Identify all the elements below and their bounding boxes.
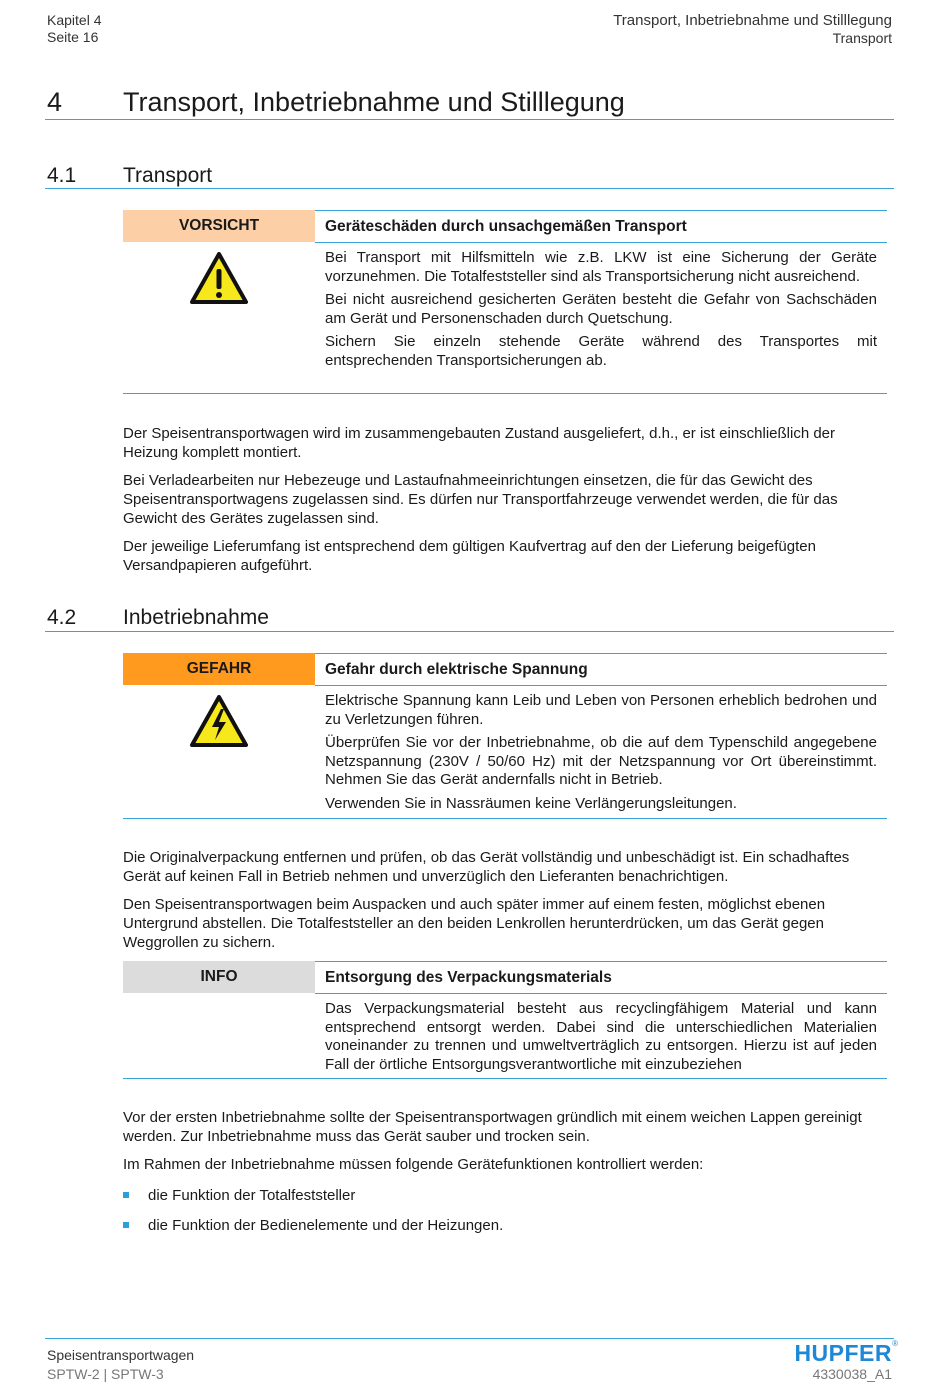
section-rule	[45, 188, 894, 189]
section-number: 4.1	[47, 164, 77, 187]
high-voltage-icon	[190, 695, 248, 752]
header-title: Transport, Inbetriebnahme und Stilllegung	[613, 12, 892, 29]
danger-notice	[123, 653, 887, 821]
registered-mark-icon: ®	[892, 1339, 898, 1348]
commissioning-text-b	[123, 1108, 887, 1183]
danger-paragraph: Überprüfen Sie vor der Inbetriebnahme, ob die auf dem Typenschild angegebene Netzspannung (230V / 50/60 Hz) mit der Netzspannung vor Ort übereinstimmt. Nehmen Sie das Gerät andernfalls nicht in Betrieb.	[325, 734, 877, 788]
caution-title: Geräteschäden durch unsachgemäßen Transport	[315, 210, 887, 243]
info-label: INFO	[123, 961, 315, 993]
section-title: Inbetriebnahme	[123, 606, 269, 629]
danger-body	[325, 692, 877, 818]
danger-paragraph: Verwenden Sie in Nassräumen keine Verlängerungsleitungen.	[325, 794, 737, 812]
section-rule	[45, 631, 894, 632]
footer-models: SPTW-2 | SPTW-3	[47, 1366, 164, 1382]
body-paragraph: Bei Verladearbeiten nur Hebezeuge und Lastaufnahmeeinrichtungen einsetzen, die für das Gewicht des Speisentransportwagens zugelassen sind. Es dürfen nur Transportfahrzeuge verwendet werden, die für das Gewicht des Gerätes zugelassen sind.	[123, 472, 838, 527]
body-paragraph: Im Rahmen der Inbetriebnahme müssen folgende Gerätefunktionen kontrolliert werden:	[123, 1156, 704, 1173]
danger-bottom-rule	[123, 818, 887, 819]
footer-doc-number: 4330038_A1	[812, 1366, 892, 1382]
list-item-text: die Funktion der Bedienelemente und der Heizungen.	[148, 1217, 504, 1234]
info-body	[325, 1000, 877, 1079]
danger-title: Gefahr durch elektrische Spannung	[315, 653, 887, 686]
footer-product: Speisentransportwagen	[47, 1347, 195, 1363]
chapter-rule	[45, 119, 894, 120]
body-paragraph: Vor der ersten Inbetriebnahme sollte der Speisentransportwagen gründlich mit einem weichen Lappen gereinigt werden. Zur Inbetriebnahme muss das Gerät sauber und trocken sein.	[123, 1109, 862, 1145]
caution-body	[325, 249, 877, 375]
body-paragraph: Den Speisentransportwagen beim Auspacken und auch später immer auf einem festen, möglichst ebenen Untergrund abstellen. Die Totalfeststeller an den beiden Lenkrollen herunterdrücken, um das Gerät gegen Weggrollen zu sichern.	[123, 896, 826, 951]
footer-rule	[45, 1338, 894, 1339]
header-chapter: Kapitel 4	[47, 12, 102, 28]
caution-paragraph: Bei Transport mit Hilfsmitteln wie z.B. LKW ist eine Sicherung der Geräte vorzunehmen. Die Totalfeststeller sind als Transportsicherung nicht ausreichend.	[325, 249, 877, 285]
bullet-marker	[123, 1222, 129, 1228]
danger-paragraph: Elektrische Spannung kann Leib und Leben von Personen erheblich bedrohen und zu Verletzungen führen.	[325, 692, 877, 728]
caution-paragraph: Sichern Sie einzeln stehende Geräte während des Transportes mit entsprechenden Transportsicherungen ab.	[325, 333, 877, 369]
list-item-text: die Funktion der Totalfeststeller	[148, 1187, 356, 1204]
info-paragraph: Das Verpackungsmaterial besteht aus recyclingfähigem Material und kann entsprechend entsorgt werden. Dabei sind die unterschiedlichen Materialien voneinander zu trennen und umweltverträglich zu entsorgen. Hierzu ist auf jeden Fall der örtliche Entsorgungsverantwortliche mit einzubeziehen	[325, 1000, 877, 1073]
danger-label: GEFAHR	[123, 653, 315, 685]
info-bottom-rule	[123, 1078, 887, 1079]
chapter-number: 4	[47, 87, 63, 117]
caution-notice	[123, 210, 887, 395]
caution-paragraph: Bei nicht ausreichend gesicherten Geräten besteht die Gefahr von Sachschäden am Gerät und Personenschaden durch Quetschung.	[325, 291, 877, 327]
info-notice	[123, 961, 887, 1081]
section-title: Transport	[123, 164, 213, 187]
body-paragraph: Die Originalverpackung entfernen und prüfen, ob das Gerät vollständig und unbeschädigt ist. Ein schadhaftes Gerät auf keinen Fall in Betrieb nehmen und unverzüglich den Lieferanten benachrichtigen.	[123, 849, 850, 885]
caution-label: VORSICHT	[123, 210, 315, 242]
chapter-title: Transport, Inbetriebnahme und Stilllegung	[123, 87, 625, 117]
info-title: Entsorgung des Verpackungsmaterials	[315, 961, 887, 994]
caution-bottom-rule	[123, 393, 887, 394]
warning-icon	[190, 252, 248, 309]
brand-logo: HUPFER	[794, 1340, 892, 1366]
transport-text	[123, 424, 887, 584]
body-paragraph: Der jeweilige Lieferumfang ist entsprechend dem gültigen Kaufvertrag auf den der Lieferung beigefügten Versandpapieren aufgeführt.	[123, 538, 816, 574]
header-subtitle: Transport	[832, 30, 892, 46]
commissioning-text-a	[123, 848, 887, 961]
section-number: 4.2	[47, 606, 77, 629]
header-page: Seite 16	[47, 29, 99, 45]
bullet-marker	[123, 1192, 129, 1198]
body-paragraph: Der Speisentransportwagen wird im zusammengebauten Zustand ausgeliefert, d.h., er ist einschließlich der Heizung komplett montiert.	[123, 425, 836, 461]
